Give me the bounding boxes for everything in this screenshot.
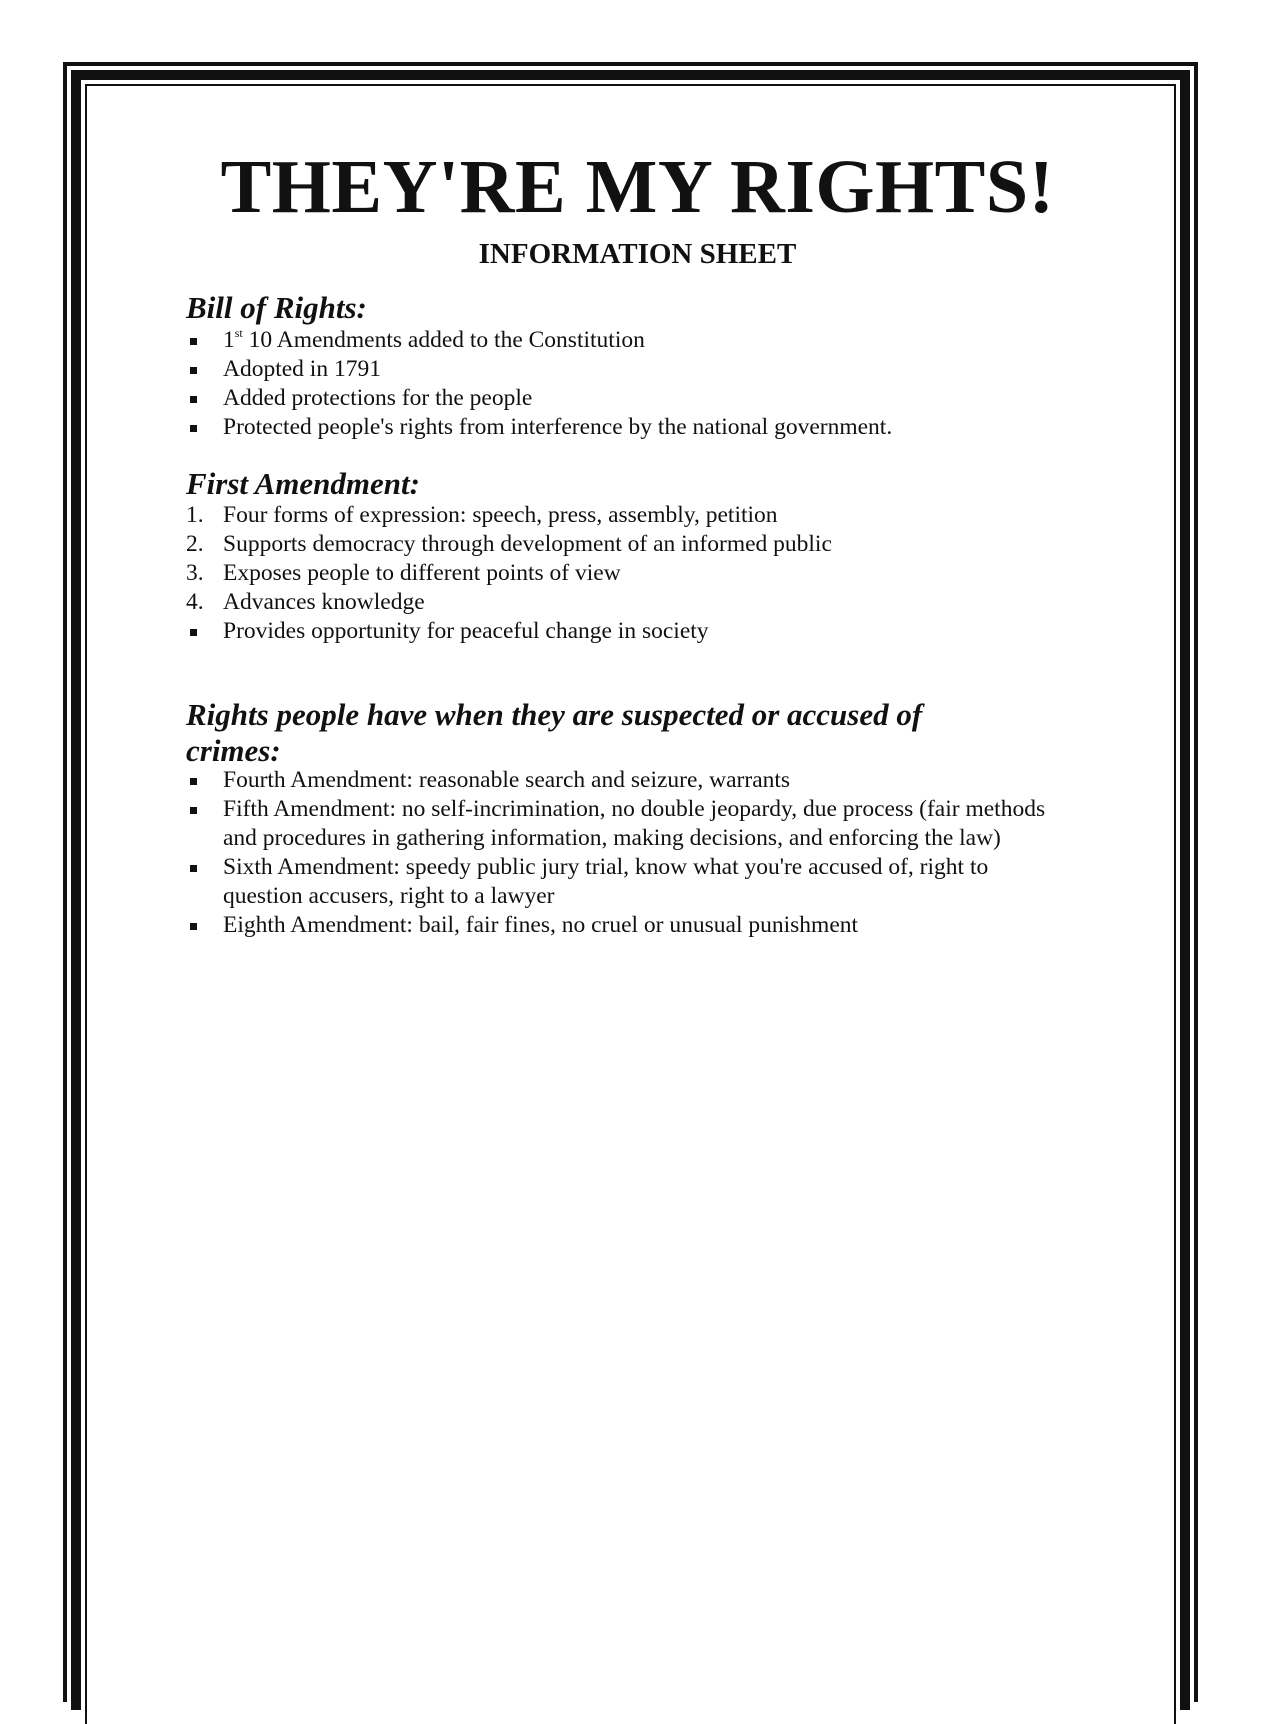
list-item-text: Protected people's rights from interference by the national government. — [223, 414, 893, 440]
list-item — [186, 559, 1073, 588]
list-item — [186, 853, 1073, 911]
list-item — [186, 911, 1073, 940]
section-heading-accused-rights — [186, 697, 922, 769]
list-item — [186, 530, 1073, 559]
list-item-text: Exposes people to different points of view — [223, 560, 621, 586]
page-subtitle: INFORMATION SHEET — [478, 238, 797, 270]
list-item — [186, 795, 1073, 853]
ordinal-suffix: st — [234, 326, 243, 340]
list-item — [186, 617, 1073, 646]
list-item-text: 10 Amendments added to the Constitution — [242, 327, 645, 353]
first-amendment-list — [186, 501, 1073, 646]
list-item-text: Fourth Amendment: reasonable search and seizure, warrants — [223, 767, 791, 793]
page-title: THEY'RE MY RIGHTS! — [220, 145, 1055, 229]
list-item — [186, 766, 1073, 795]
list-item-number: 1. — [186, 502, 204, 528]
list-item-text: Sixth Amendment: speedy public jury trial, know what you're accused of, right to question accusers, right to a lawyer — [223, 854, 989, 909]
section-heading-first-amendment: First Amendment: — [186, 466, 420, 501]
list-item-number: 3. — [186, 560, 204, 586]
list-item — [186, 413, 1073, 442]
list-item-text-prefix: 1 — [223, 327, 235, 353]
list-item-text: Added protections for the people — [223, 385, 533, 411]
list-item-text: Provides opportunity for peaceful change in society — [223, 618, 709, 644]
list-item — [186, 501, 1073, 530]
heading-line: crimes: — [186, 733, 281, 768]
section-heading-bill-of-rights: Bill of Rights: — [186, 290, 367, 325]
heading-line: Rights people have when they are suspected or accused of — [186, 697, 923, 732]
list-item-text: Fifth Amendment: no self-incrimination, no double jeopardy, due process (fair methods and procedures in gathering information, making decisions, and enforcing the law) — [223, 796, 1046, 851]
list-item — [186, 588, 1073, 617]
accused-rights-list — [186, 766, 1073, 940]
list-item-number: 2. — [186, 531, 204, 557]
list-item — [186, 326, 1073, 355]
list-item-text: Supports democracy through development of an informed public — [223, 531, 832, 557]
list-item-text: Eighth Amendment: bail, fair fines, no cruel or unusual punishment — [223, 912, 859, 938]
list-item-text: Advances knowledge — [223, 589, 425, 615]
list-item-text: Adopted in 1791 — [223, 356, 381, 382]
list-item-text: Four forms of expression: speech, press, assembly, petition — [223, 502, 778, 528]
list-item — [186, 355, 1073, 384]
list-item — [186, 384, 1073, 413]
list-item-number: 4. — [186, 589, 204, 615]
bill-of-rights-list — [186, 326, 1073, 442]
